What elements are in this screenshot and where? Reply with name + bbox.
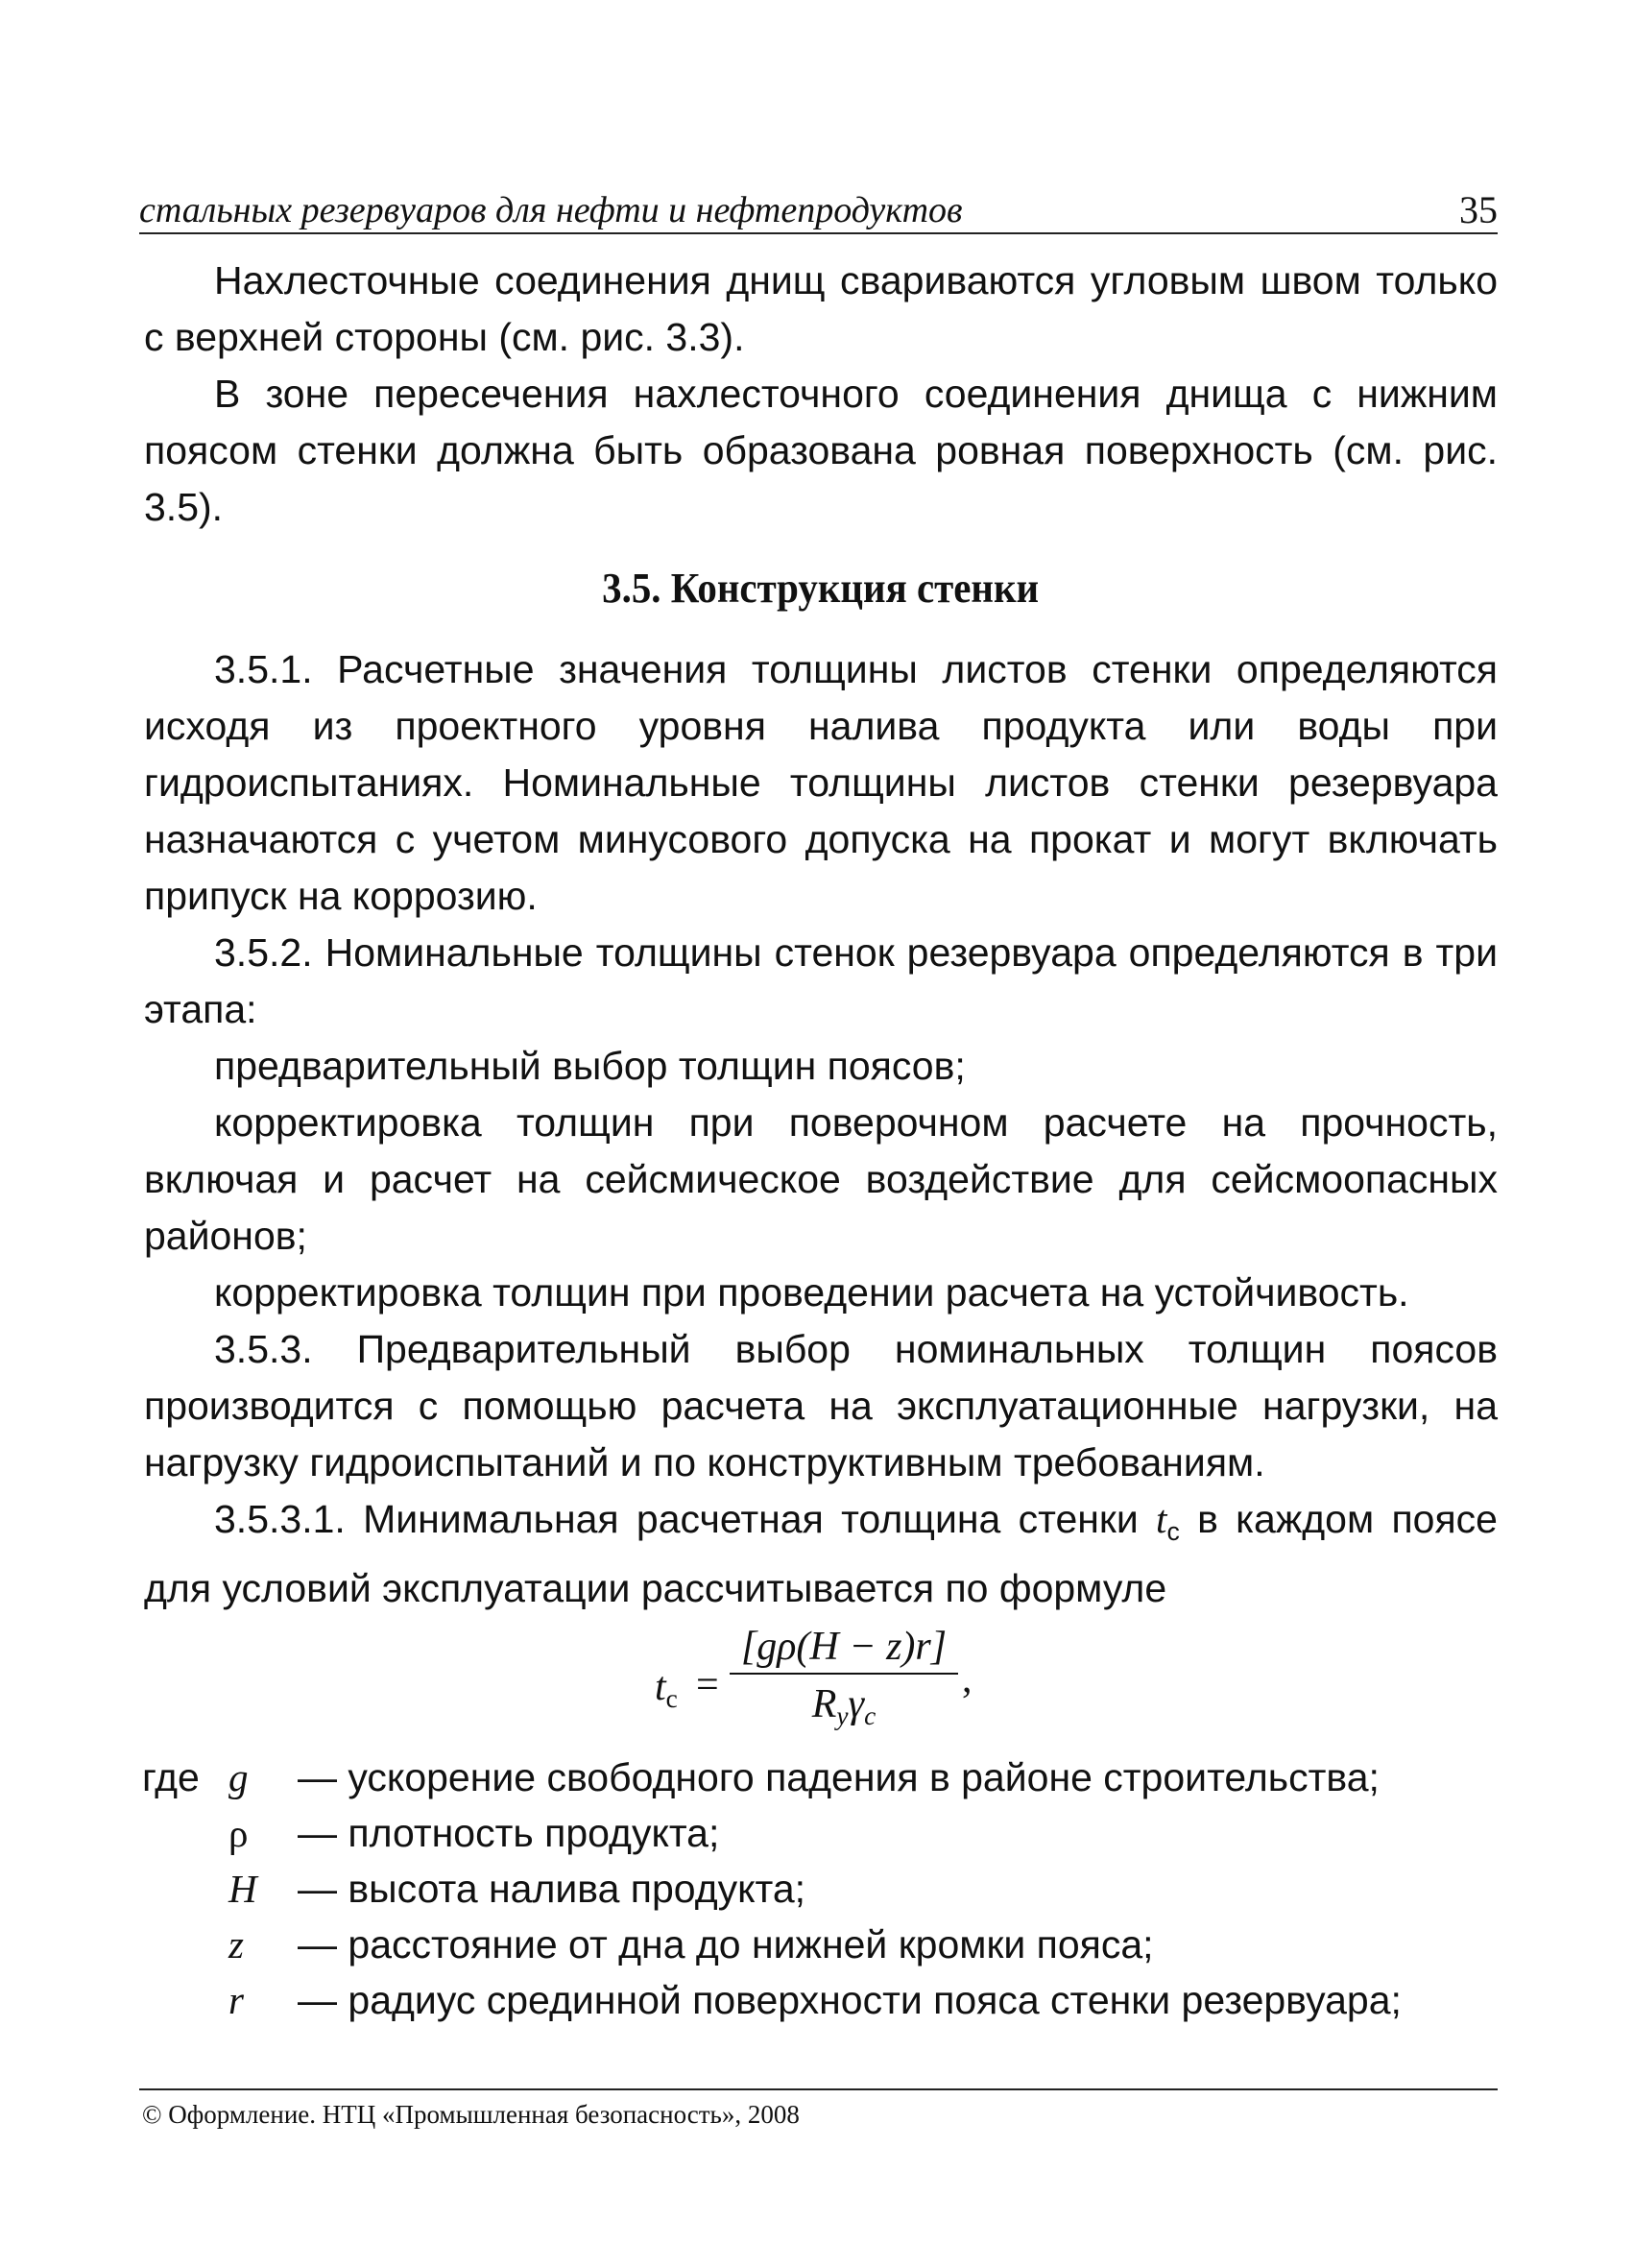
where-row: [144, 1749, 1498, 1805]
formula-lhs-var: t: [655, 1664, 666, 1709]
where-row: [144, 1861, 1498, 1917]
where-symbol: z: [228, 1921, 244, 1966]
running-header: [139, 188, 1498, 234]
paragraph-3531-end: в каждом поясе для условий эксплуатации рассчитывается по формуле: [144, 1497, 1498, 1610]
where-description: — ускорение свободного падения в районе строительства;: [298, 1754, 1380, 1799]
where-lead: где: [142, 1754, 200, 1799]
where-description: — высота налива продукта;: [298, 1866, 806, 1911]
formula-equals: =: [696, 1662, 719, 1707]
where-row: [144, 1805, 1498, 1861]
where-symbol: H: [228, 1866, 257, 1911]
formula-denominator: [730, 1680, 958, 1740]
list-item: корректировка толщин при проведении расчета на устойчивость.: [214, 1270, 1409, 1315]
paragraph: Нахлесточные соединения днищ свариваются угловым швом только с верхней стороны (см. рис. 3.3).: [144, 258, 1498, 359]
page-number: 35: [1459, 188, 1498, 231]
where-symbol: r: [228, 1977, 244, 2022]
list-item: предварительный выбор толщин поясов;: [214, 1044, 966, 1088]
where-list: [144, 1749, 1498, 2028]
list-item: корректировка толщин при поверочном расчете на прочность, включая и расчет на сейсмическое воздействие для сейсмоопасных районов;: [144, 1100, 1498, 1258]
where-description: — расстояние от дна до нижней кромки пояса;: [298, 1921, 1154, 1966]
where-description: — плотность продукта;: [298, 1810, 720, 1855]
formula-numerator: [gρ(H − z)r]: [740, 1624, 948, 1669]
where-row: [144, 1917, 1498, 1972]
paragraph: 3.5.1. Расчетные значения толщины листов стенки определяются исходя из проектного уровня налива продукта или воды при гидроиспытаниях. Номинальные толщины листов стенки резервуара назначаются с учетом минусового допуска на прокат и могут включать припуск на коррозию.: [144, 647, 1498, 918]
denominator-main: R: [811, 1681, 837, 1726]
formula-lhs: [655, 1659, 678, 1727]
paragraph-3531-start: 3.5.3.1. Минимальная расчетная толщина стенки: [214, 1497, 1157, 1541]
where-symbol: g: [228, 1754, 249, 1799]
where-symbol: ρ: [228, 1810, 249, 1855]
footer-divider: [139, 2088, 1498, 2090]
section-heading: [144, 562, 1498, 615]
denominator-tail-sub: c: [864, 1701, 877, 1731]
math-subscript: c: [1166, 1516, 1180, 1546]
fraction-bar: [730, 1673, 958, 1675]
footer-copyright: © Оформление. НТЦ «Промышленная безопасность», 2008: [142, 2100, 800, 2129]
running-title: стальных резервуаров для нефти и нефтепродуктов: [139, 190, 963, 230]
formula-lhs-sub: c: [665, 1684, 678, 1714]
paragraph: 3.5.2. Номинальные толщины стенок резервуара определяются в три этапа:: [144, 930, 1498, 1031]
paragraph-3531: [144, 1491, 1498, 1617]
formula-fraction: [730, 1623, 958, 1740]
denominator-sub: y: [836, 1701, 849, 1731]
math-variable: t: [1156, 1497, 1167, 1541]
where-description: — радиус срединной поверхности пояса стенки резервуара;: [298, 1977, 1402, 2022]
body-text: [144, 253, 1498, 2028]
denominator-tail: γ: [848, 1681, 865, 1726]
formula: [144, 1623, 1498, 1742]
where-row: [144, 1972, 1498, 2028]
paragraph: 3.5.3. Предварительный выбор номинальных толщин поясов производится с помощью расчета на эксплуатационные нагрузки, на нагрузку гидроиспытаний и по конструктивным требованиям.: [144, 1327, 1498, 1484]
formula-comma: ,: [962, 1656, 973, 1701]
section-heading-text: 3.5. Конструкция стенки: [602, 565, 1040, 612]
paragraph: В зоне пересечения нахлесточного соединения днища с нижним поясом стенки должна быть образована ровная поверхность (см. рис. 3.5).: [144, 372, 1498, 529]
